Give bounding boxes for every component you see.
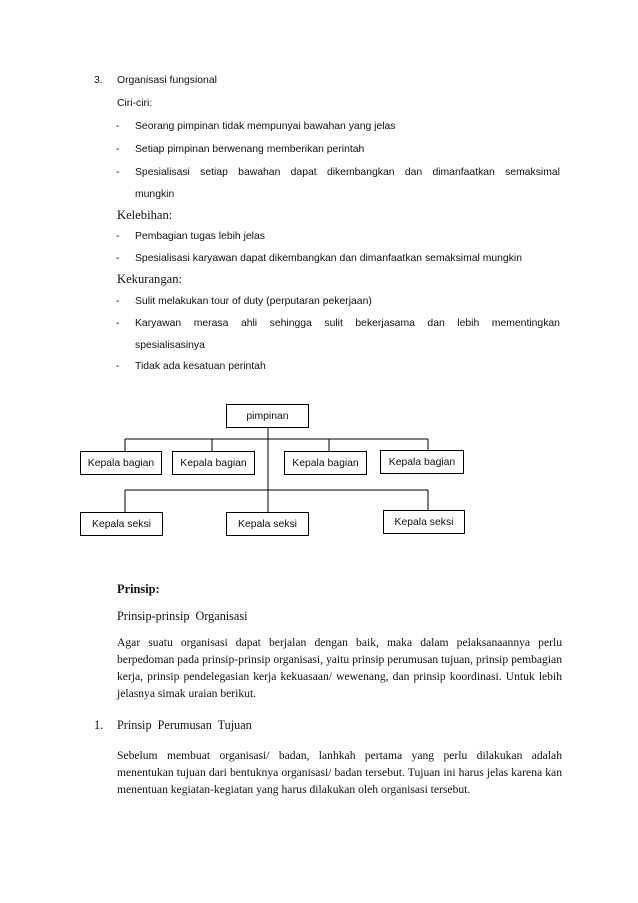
bullet-dash: - [116,121,120,132]
section-title: Organisasi fungsional [117,75,217,86]
word: lebih [457,318,480,329]
word: setiap [200,167,228,178]
bullet-dash: - [116,167,120,178]
chart-box-kepala-seksi: Kepala seksi [226,512,309,536]
kelebihan-item-1: Pembagian tugas lebih jelas [135,231,265,242]
kekurangan-item-1: Sulit melakukan tour of duty (perputaran pekerjaan) [135,296,372,307]
kekurangan-label: Kekurangan: [117,272,183,286]
word: dimanfaatkan [432,167,495,178]
word: mementingkan [491,318,560,329]
word: sehingga [269,318,312,329]
prinsip-item-paragraph: Sebelum membuat organisasi/ badan, lanhkah pertama yang perlu dilakukan adalah menentukan tujuan dari bentuknya organisasi/ badan tersebut. Tujuan ini harus jelas karena kan menentuan kegiatan-kegiatan yang harus dilakukan oleh organisasi tersebut. [117,749,562,796]
prinsip-heading: Prinsip: [117,582,160,596]
kelebihan-label: Kelebihan: [117,208,173,222]
word: Karyawan [135,318,182,329]
ciri-item-3-continuation: mungkin [135,189,175,200]
kekurangan-item-2-continuation: spesialisasinya [135,340,205,351]
word: bekerjasama [355,318,415,329]
word: bawahan [238,167,281,178]
word: semaksimal [505,167,560,178]
chart-box-kepala-bagian: Kepala bagian [172,451,255,475]
ciri-item-2: Setiap pimpinan berwenang memberikan perintah [135,144,365,155]
ciri-label: Ciri-ciri: [117,98,153,109]
ciri-item-1: Seorang pimpinan tidak mempunyai bawahan yang jelas [135,121,396,132]
chart-box-kepala-seksi: Kepala seksi [383,510,465,534]
word: dapat [290,167,317,178]
bullet-dash: - [116,231,120,242]
word: dan [404,167,423,178]
bullet-dash: - [116,361,120,372]
prinsip-subheading: Prinsip-prinsip Organisasi [117,609,248,623]
bullet-dash: - [116,253,120,264]
bullet-dash: - [116,296,120,307]
prinsip-intro-paragraph: Agar suatu organisasi dapat berjalan dengan baik, maka dalam pelaksanaannya perlu berpedoman pada prinsip-prinsip organisasi, yaitu prinsip perumusan tujuan, prinsip pembagian kerja, prinsip pendelegasian kerja kekuasaan/ wewenang, dan prinsip koordinasi. Untuk lebih jelasnya simak uraian berikut. [117,636,562,700]
word: dikembangkan [326,167,395,178]
section-number: 3. [94,75,103,86]
chart-box-pimpinan: pimpinan [226,404,309,428]
word: ahli [240,318,258,329]
prinsip-item-title: Prinsip Perumusan Tujuan [117,718,252,732]
word: merasa [193,318,229,329]
chart-box-kepala-bagian: Kepala bagian [80,451,162,475]
kelebihan-item-2: Spesialisasi karyawan dapat dikembangkan dan dimanfaatkan semaksimal mungkin [135,253,522,264]
prinsip-item-number: 1. [94,718,104,732]
word: Spesialisasi [135,167,190,178]
chart-box-kepala-seksi: Kepala seksi [80,512,163,536]
word: dan [427,318,445,329]
chart-box-kepala-bagian: Kepala bagian [380,450,464,474]
chart-box-kepala-bagian: Kepala bagian [284,451,367,475]
bullet-dash: - [116,144,120,155]
kekurangan-item-3: Tidak ada kesatuan perintah [135,361,266,372]
word: sulit [324,318,343,329]
bullet-dash: - [116,318,120,329]
